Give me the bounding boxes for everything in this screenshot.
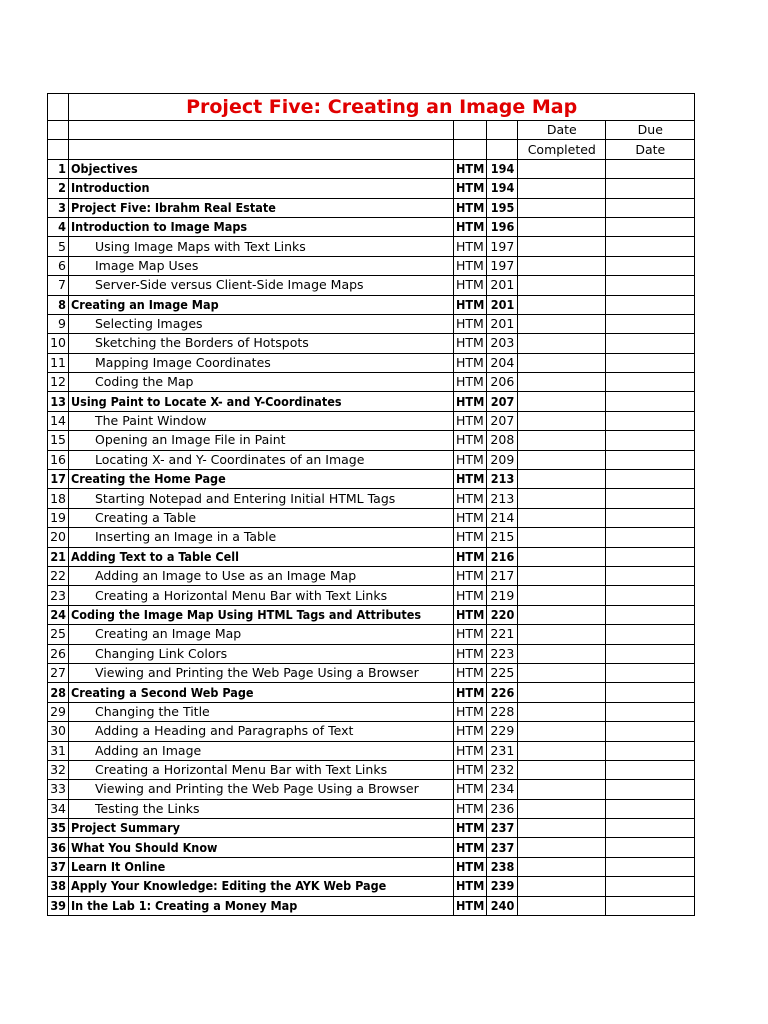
row-topic: What You Should Know: [69, 838, 454, 857]
row-date-completed-cell: [518, 237, 606, 256]
row-code: HTM: [454, 799, 487, 818]
table-row: [48, 663, 695, 682]
row-number: 15: [48, 431, 69, 450]
row-due-date-cell: [606, 702, 695, 721]
row-topic: Adding Text to a Table Cell: [69, 547, 454, 566]
row-date-completed-cell: [518, 217, 606, 236]
row-due-date-cell: [606, 780, 695, 799]
table-row: [48, 741, 695, 760]
row-date-completed-cell: [518, 179, 606, 198]
row-topic: Opening an Image File in Paint: [69, 431, 454, 450]
row-topic: Objectives: [69, 159, 454, 178]
row-topic: The Paint Window: [69, 411, 454, 430]
row-date-completed-cell: [518, 741, 606, 760]
row-date-completed-cell: [518, 625, 606, 644]
row-topic: Using Image Maps with Text Links: [69, 237, 454, 256]
row-due-date-cell: [606, 392, 695, 411]
due-date-header-line1: Due: [606, 121, 695, 140]
row-number: 17: [48, 470, 69, 489]
row-code: HTM: [454, 353, 487, 372]
row-number: 12: [48, 373, 69, 392]
row-topic: Creating the Home Page: [69, 470, 454, 489]
row-due-date-cell: [606, 799, 695, 818]
row-page: 213: [487, 489, 518, 508]
row-page: 232: [487, 760, 518, 779]
row-due-date-cell: [606, 605, 695, 624]
row-date-completed-cell: [518, 877, 606, 896]
row-topic: Changing Link Colors: [69, 644, 454, 663]
row-page: 221: [487, 625, 518, 644]
row-number: 8: [48, 295, 69, 314]
row-date-completed-cell: [518, 431, 606, 450]
row-topic: Creating a Horizontal Menu Bar with Text Links: [69, 760, 454, 779]
row-date-completed-cell: [518, 857, 606, 876]
row-number: 9: [48, 314, 69, 333]
row-code: HTM: [454, 838, 487, 857]
row-code: HTM: [454, 256, 487, 275]
row-page: 217: [487, 566, 518, 585]
row-due-date-cell: [606, 295, 695, 314]
row-code: HTM: [454, 217, 487, 236]
row-topic: Introduction to Image Maps: [69, 217, 454, 236]
row-number: 11: [48, 353, 69, 372]
row-number: 39: [48, 896, 69, 915]
row-topic: Adding a Heading and Paragraphs of Text: [69, 722, 454, 741]
date-completed-header-line2: Completed: [518, 140, 606, 159]
row-due-date-cell: [606, 877, 695, 896]
row-page: 196: [487, 217, 518, 236]
row-code: HTM: [454, 741, 487, 760]
table-row: [48, 877, 695, 896]
row-date-completed-cell: [518, 663, 606, 682]
row-code: HTM: [454, 489, 487, 508]
row-date-completed-cell: [518, 605, 606, 624]
row-page: 240: [487, 896, 518, 915]
row-number: 29: [48, 702, 69, 721]
row-topic: Learn It Online: [69, 857, 454, 876]
row-date-completed-cell: [518, 373, 606, 392]
table-row: [48, 857, 695, 876]
row-number: 23: [48, 586, 69, 605]
row-code: HTM: [454, 159, 487, 178]
row-topic: Adding an Image: [69, 741, 454, 760]
row-date-completed-cell: [518, 450, 606, 469]
table-row: [48, 217, 695, 236]
row-date-completed-cell: [518, 644, 606, 663]
row-code: HTM: [454, 470, 487, 489]
row-number: 3: [48, 198, 69, 217]
row-due-date-cell: [606, 838, 695, 857]
table-row: [48, 508, 695, 527]
row-date-completed-cell: [518, 508, 606, 527]
row-code: HTM: [454, 644, 487, 663]
row-topic: Coding the Map: [69, 373, 454, 392]
title-row-left-cell: [48, 94, 69, 121]
row-topic: Project Five: Ibrahm Real Estate: [69, 198, 454, 217]
row-date-completed-cell: [518, 334, 606, 353]
row-number: 20: [48, 528, 69, 547]
row-topic: Mapping Image Coordinates: [69, 353, 454, 372]
row-date-completed-cell: [518, 353, 606, 372]
row-number: 38: [48, 877, 69, 896]
row-due-date-cell: [606, 586, 695, 605]
table-row: [48, 353, 695, 372]
row-topic: Coding the Image Map Using HTML Tags and Attributes: [69, 605, 454, 624]
row-page: 238: [487, 857, 518, 876]
row-due-date-cell: [606, 237, 695, 256]
row-code: HTM: [454, 702, 487, 721]
row-number: 6: [48, 256, 69, 275]
table-row: [48, 838, 695, 857]
row-topic: Using Paint to Locate X- and Y-Coordinates: [69, 392, 454, 411]
table-body: [48, 94, 695, 916]
row-number: 36: [48, 838, 69, 857]
row-code: HTM: [454, 566, 487, 585]
table-row: [48, 722, 695, 741]
row-number: 19: [48, 508, 69, 527]
table-row: [48, 586, 695, 605]
row-date-completed-cell: [518, 838, 606, 857]
date-completed-header-line1: Date: [518, 121, 606, 140]
row-code: HTM: [454, 179, 487, 198]
row-topic: Testing the Links: [69, 799, 454, 818]
table-row: [48, 896, 695, 915]
row-due-date-cell: [606, 741, 695, 760]
row-page: 239: [487, 877, 518, 896]
row-due-date-cell: [606, 450, 695, 469]
table-row: [48, 702, 695, 721]
row-date-completed-cell: [518, 314, 606, 333]
row-page: 228: [487, 702, 518, 721]
row-date-completed-cell: [518, 702, 606, 721]
table-row: [48, 644, 695, 663]
row-page: 201: [487, 276, 518, 295]
row-number: 35: [48, 819, 69, 838]
row-number: 2: [48, 179, 69, 198]
row-date-completed-cell: [518, 586, 606, 605]
row-code: HTM: [454, 877, 487, 896]
header-row-1: [48, 121, 695, 140]
row-due-date-cell: [606, 314, 695, 333]
row-number: 33: [48, 780, 69, 799]
row-number: 34: [48, 799, 69, 818]
row-page: 225: [487, 663, 518, 682]
row-date-completed-cell: [518, 470, 606, 489]
row-date-completed-cell: [518, 198, 606, 217]
table-row: [48, 760, 695, 779]
row-date-completed-cell: [518, 566, 606, 585]
row-topic: Viewing and Printing the Web Page Using a Browser: [69, 663, 454, 682]
row-number: 4: [48, 217, 69, 236]
table-row: [48, 373, 695, 392]
row-page: 201: [487, 314, 518, 333]
table-row: [48, 334, 695, 353]
row-number: 14: [48, 411, 69, 430]
row-code: HTM: [454, 722, 487, 741]
row-code: HTM: [454, 586, 487, 605]
row-due-date-cell: [606, 431, 695, 450]
table-row: [48, 683, 695, 702]
row-number: 5: [48, 237, 69, 256]
row-number: 31: [48, 741, 69, 760]
row-topic: In the Lab 1: Creating a Money Map: [69, 896, 454, 915]
row-due-date-cell: [606, 663, 695, 682]
row-due-date-cell: [606, 508, 695, 527]
row-page: 234: [487, 780, 518, 799]
row-code: HTM: [454, 896, 487, 915]
row-due-date-cell: [606, 644, 695, 663]
row-due-date-cell: [606, 373, 695, 392]
row-due-date-cell: [606, 489, 695, 508]
row-number: 27: [48, 663, 69, 682]
row-page: 197: [487, 237, 518, 256]
row-date-completed-cell: [518, 489, 606, 508]
row-code: HTM: [454, 334, 487, 353]
row-due-date-cell: [606, 857, 695, 876]
row-number: 10: [48, 334, 69, 353]
row-page: 195: [487, 198, 518, 217]
table-row: [48, 295, 695, 314]
table-row: [48, 179, 695, 198]
row-number: 16: [48, 450, 69, 469]
row-date-completed-cell: [518, 295, 606, 314]
row-date-completed-cell: [518, 256, 606, 275]
header-row-2: [48, 140, 695, 159]
row-page: 206: [487, 373, 518, 392]
row-date-completed-cell: [518, 799, 606, 818]
row-due-date-cell: [606, 760, 695, 779]
row-number: 13: [48, 392, 69, 411]
row-code: HTM: [454, 663, 487, 682]
table-row: [48, 547, 695, 566]
row-page: 220: [487, 605, 518, 624]
row-due-date-cell: [606, 276, 695, 295]
row-code: HTM: [454, 276, 487, 295]
row-topic: Server-Side versus Client-Side Image Maps: [69, 276, 454, 295]
row-page: 194: [487, 179, 518, 198]
row-code: HTM: [454, 295, 487, 314]
table-row: [48, 198, 695, 217]
table-row: [48, 605, 695, 624]
row-date-completed-cell: [518, 760, 606, 779]
row-topic: Project Summary: [69, 819, 454, 838]
table-row: [48, 819, 695, 838]
row-due-date-cell: [606, 528, 695, 547]
row-page: 237: [487, 819, 518, 838]
row-topic: Introduction: [69, 179, 454, 198]
row-page: 207: [487, 411, 518, 430]
table-row: [48, 431, 695, 450]
row-topic: Apply Your Knowledge: Editing the AYK Web Page: [69, 877, 454, 896]
table-row: [48, 276, 695, 295]
row-number: 1: [48, 159, 69, 178]
table-row: [48, 566, 695, 585]
row-date-completed-cell: [518, 392, 606, 411]
row-page: 194: [487, 159, 518, 178]
row-topic: Creating an Image Map: [69, 625, 454, 644]
row-number: 28: [48, 683, 69, 702]
table-row: [48, 237, 695, 256]
row-due-date-cell: [606, 819, 695, 838]
row-number: 22: [48, 566, 69, 585]
row-code: HTM: [454, 819, 487, 838]
table-row: [48, 528, 695, 547]
row-page: 207: [487, 392, 518, 411]
table-row: [48, 489, 695, 508]
row-number: 25: [48, 625, 69, 644]
table-row: [48, 392, 695, 411]
row-due-date-cell: [606, 547, 695, 566]
row-topic: Locating X- and Y- Coordinates of an Image: [69, 450, 454, 469]
table-row: [48, 625, 695, 644]
table-row: [48, 159, 695, 178]
row-page: 213: [487, 470, 518, 489]
row-topic: Viewing and Printing the Web Page Using a Browser: [69, 780, 454, 799]
checklist-table: [47, 93, 695, 916]
table-row: [48, 470, 695, 489]
row-due-date-cell: [606, 334, 695, 353]
row-page: 208: [487, 431, 518, 450]
row-page: 215: [487, 528, 518, 547]
row-date-completed-cell: [518, 896, 606, 915]
row-due-date-cell: [606, 179, 695, 198]
row-number: 7: [48, 276, 69, 295]
table-row: [48, 256, 695, 275]
row-code: HTM: [454, 547, 487, 566]
row-page: 216: [487, 547, 518, 566]
row-code: HTM: [454, 528, 487, 547]
row-date-completed-cell: [518, 411, 606, 430]
row-due-date-cell: [606, 896, 695, 915]
row-page: 226: [487, 683, 518, 702]
row-page: 214: [487, 508, 518, 527]
row-page: 223: [487, 644, 518, 663]
row-page: 229: [487, 722, 518, 741]
row-number: 26: [48, 644, 69, 663]
table-row: [48, 799, 695, 818]
row-code: HTM: [454, 237, 487, 256]
row-topic: Image Map Uses: [69, 256, 454, 275]
row-code: HTM: [454, 625, 487, 644]
row-due-date-cell: [606, 722, 695, 741]
row-topic: Creating a Second Web Page: [69, 683, 454, 702]
row-page: 203: [487, 334, 518, 353]
table-row: [48, 450, 695, 469]
row-due-date-cell: [606, 256, 695, 275]
row-date-completed-cell: [518, 819, 606, 838]
row-number: 18: [48, 489, 69, 508]
row-date-completed-cell: [518, 780, 606, 799]
row-page: 231: [487, 741, 518, 760]
row-due-date-cell: [606, 411, 695, 430]
table-row: [48, 780, 695, 799]
row-code: HTM: [454, 392, 487, 411]
row-code: HTM: [454, 780, 487, 799]
row-topic: Creating an Image Map: [69, 295, 454, 314]
row-date-completed-cell: [518, 528, 606, 547]
row-code: HTM: [454, 683, 487, 702]
row-page: 219: [487, 586, 518, 605]
row-date-completed-cell: [518, 547, 606, 566]
row-topic: Selecting Images: [69, 314, 454, 333]
row-due-date-cell: [606, 217, 695, 236]
row-page: 201: [487, 295, 518, 314]
table-row: [48, 314, 695, 333]
row-topic: Inserting an Image in a Table: [69, 528, 454, 547]
row-topic: Sketching the Borders of Hotspots: [69, 334, 454, 353]
row-topic: Creating a Table: [69, 508, 454, 527]
row-number: 24: [48, 605, 69, 624]
row-code: HTM: [454, 314, 487, 333]
row-date-completed-cell: [518, 276, 606, 295]
row-page: 209: [487, 450, 518, 469]
row-topic: Starting Notepad and Entering Initial HTML Tags: [69, 489, 454, 508]
row-code: HTM: [454, 450, 487, 469]
row-page: 197: [487, 256, 518, 275]
page-title: Project Five: Creating an Image Map: [69, 94, 695, 121]
row-code: HTM: [454, 857, 487, 876]
row-topic: Adding an Image to Use as an Image Map: [69, 566, 454, 585]
row-number: 30: [48, 722, 69, 741]
row-code: HTM: [454, 198, 487, 217]
row-code: HTM: [454, 411, 487, 430]
row-due-date-cell: [606, 159, 695, 178]
row-topic: Changing the Title: [69, 702, 454, 721]
row-page: 236: [487, 799, 518, 818]
row-page: 237: [487, 838, 518, 857]
row-code: HTM: [454, 373, 487, 392]
row-number: 21: [48, 547, 69, 566]
row-date-completed-cell: [518, 722, 606, 741]
row-number: 37: [48, 857, 69, 876]
row-due-date-cell: [606, 470, 695, 489]
row-topic: Creating a Horizontal Menu Bar with Text Links: [69, 586, 454, 605]
row-due-date-cell: [606, 625, 695, 644]
row-due-date-cell: [606, 683, 695, 702]
table-row: [48, 411, 695, 430]
row-due-date-cell: [606, 353, 695, 372]
due-date-header-line2: Date: [606, 140, 695, 159]
row-code: HTM: [454, 508, 487, 527]
row-page: 204: [487, 353, 518, 372]
row-code: HTM: [454, 605, 487, 624]
row-due-date-cell: [606, 198, 695, 217]
row-date-completed-cell: [518, 159, 606, 178]
row-code: HTM: [454, 431, 487, 450]
row-number: 32: [48, 760, 69, 779]
row-code: HTM: [454, 760, 487, 779]
title-row: [48, 94, 695, 121]
row-due-date-cell: [606, 566, 695, 585]
row-date-completed-cell: [518, 683, 606, 702]
